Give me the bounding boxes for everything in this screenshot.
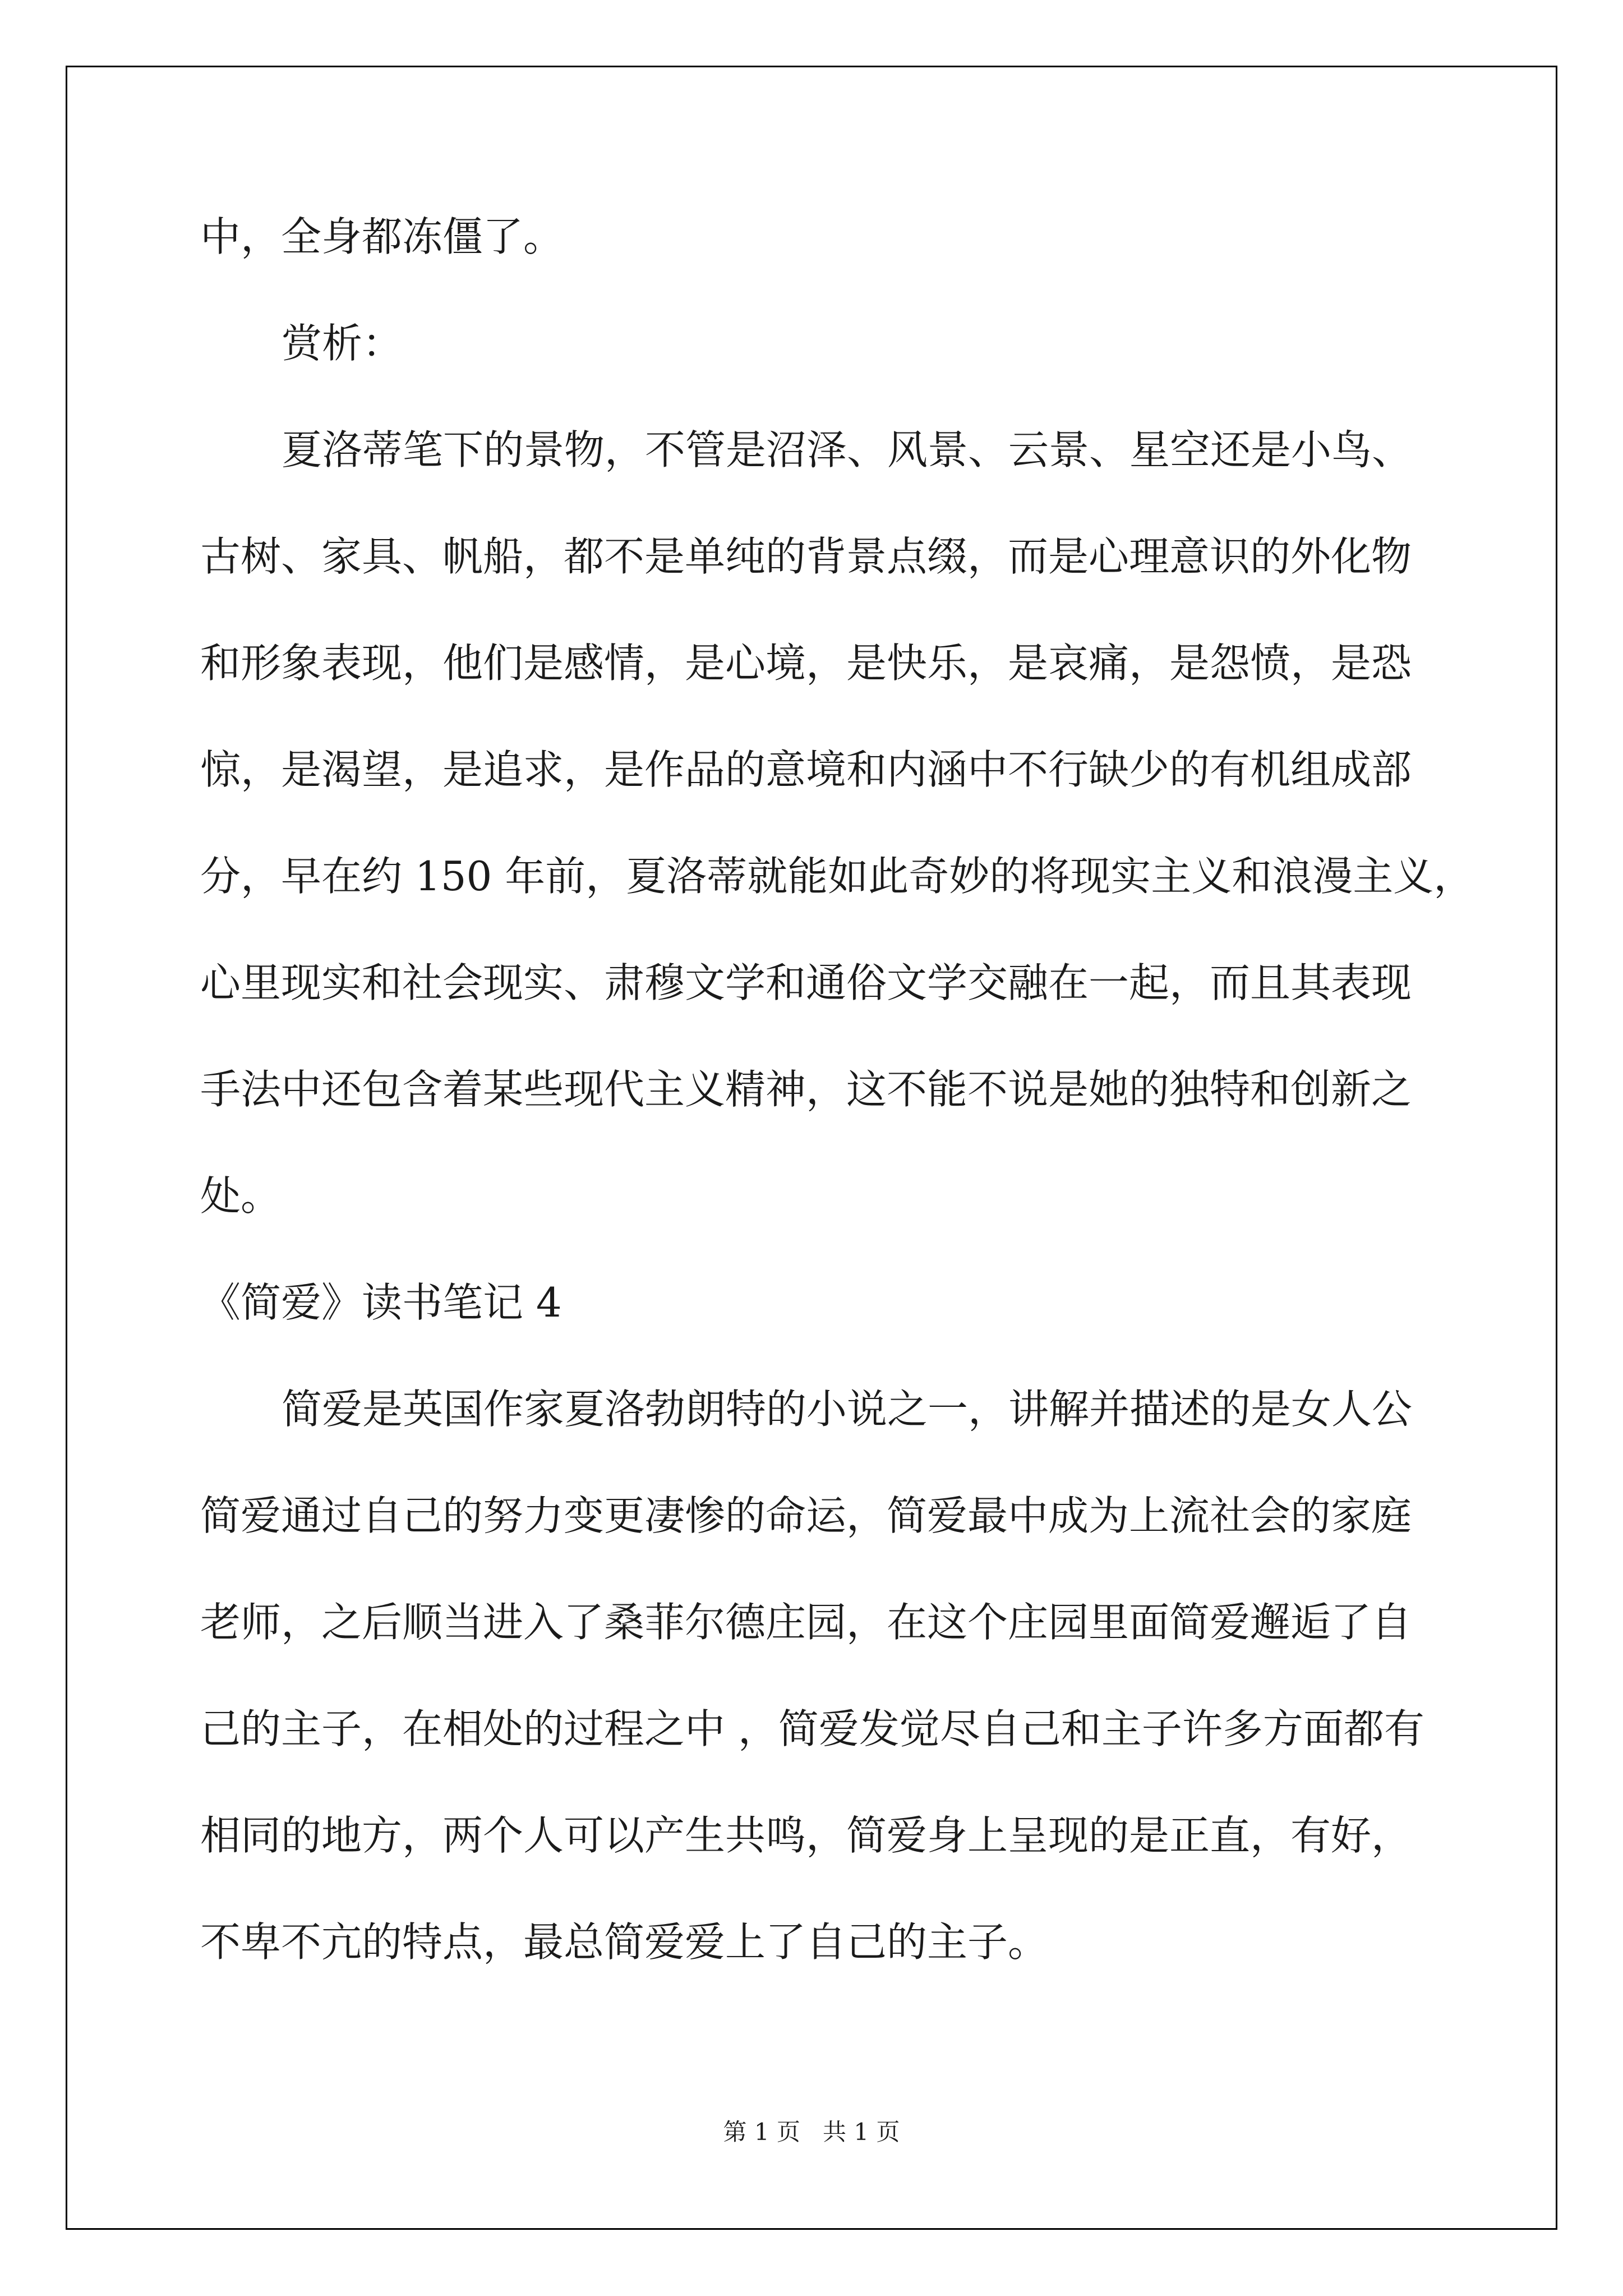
text-line: 分，早在约 150 年前，夏洛蒂就能如此奇妙的将现实主义和浪漫主义，: [200, 853, 1474, 900]
section-title: 《简爱》读书笔记 4: [200, 1279, 562, 1326]
text-line: 中，全身都冻僵了。: [200, 213, 564, 260]
text-line: 手法中还包含着某些现代主义精神，这不能不说是她的独特和创新之: [200, 1066, 1412, 1113]
text-line: 相同的地方，两个人可以产生共鸣，简爱身上呈现的是正直，有好，: [200, 1812, 1412, 1859]
text-line: 惊，是渴望，是追求，是作品的意境和内涵中不行缺少的有机组成部: [200, 746, 1412, 793]
page-border: [66, 66, 1557, 2230]
text-line: 夏洛蒂笔下的景物，不管是沼泽、风景、云景、星空还是小鸟、: [282, 426, 1413, 473]
text-line: 简爱是英国作家夏洛勃朗特的小说之一，讲解并描述的是女人公: [282, 1386, 1413, 1433]
text-line: 和形象表现，他们是感情，是心境，是快乐，是哀痛，是怨愤，是恐: [200, 639, 1412, 687]
page-footer: 第 1 页 共 1 页: [723, 2118, 900, 2146]
text-line: 心里现实和社会现实、肃穆文学和通俗文学交融在一起，而且其表现: [200, 959, 1412, 1006]
text-line: 老师，之后顺当进入了桑菲尔德庄园，在这个庄园里面简爱邂逅了自: [200, 1599, 1412, 1646]
text-line: 己的主子，在相处的过程之中 ，简爱发觉尽自己和主子许多方面都有: [200, 1705, 1424, 1752]
text-line: 古树、家具、帆船，都不是单纯的背景点缀，而是心理意识的外化物: [200, 533, 1412, 580]
text-line: 不卑不亢的特点，最总简爱爱上了自己的主子。: [200, 1918, 1049, 1966]
heading-analysis: 赏析：: [282, 320, 403, 367]
text-line: 简爱通过自己的努力变更凄惨的命运，简爱最中成为上流社会的家庭: [200, 1492, 1412, 1539]
text-line: 处。: [200, 1172, 282, 1220]
